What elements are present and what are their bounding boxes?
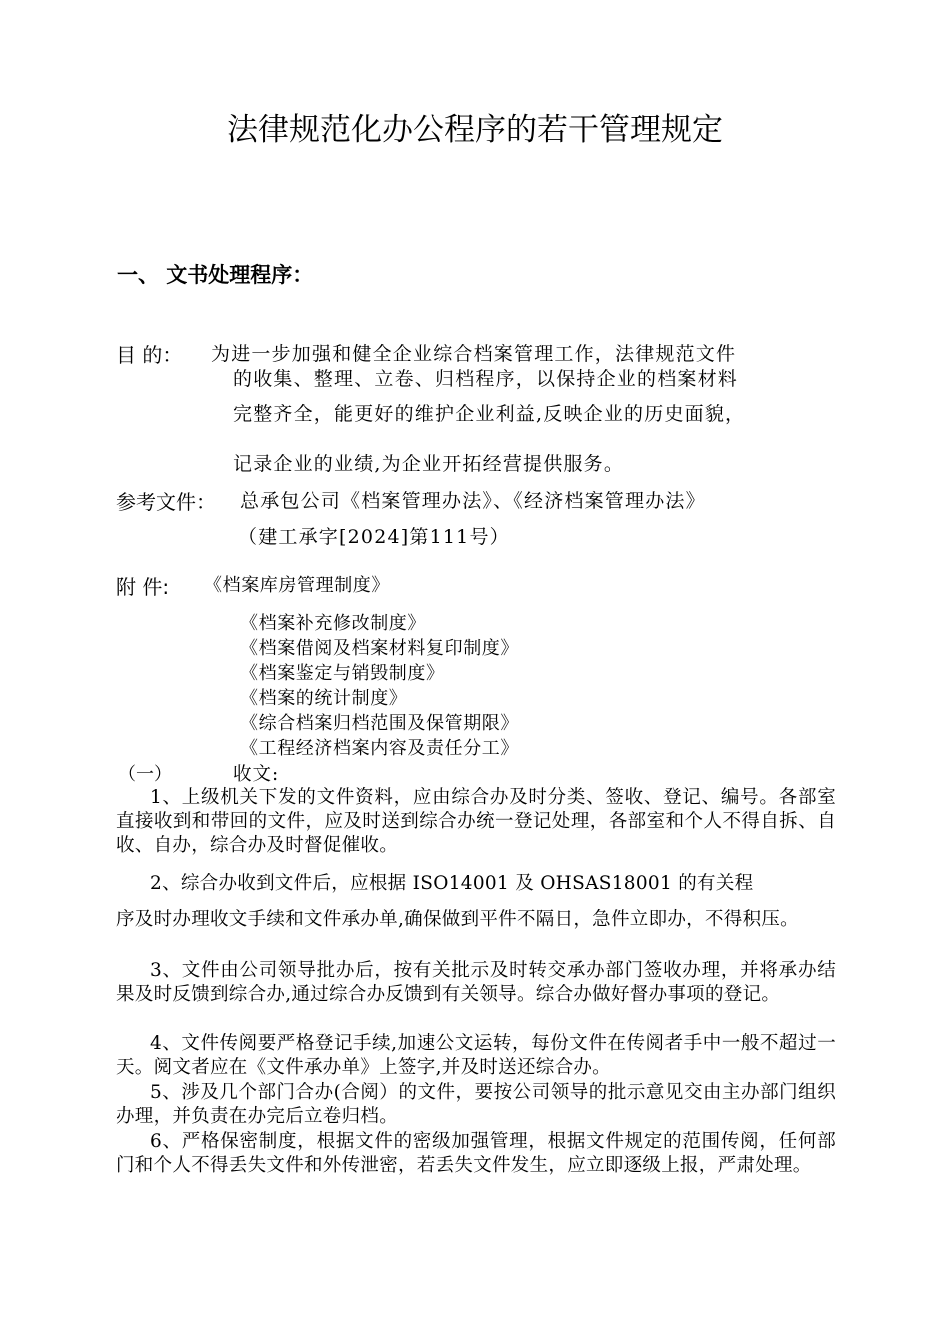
purpose-label: 目 的： [116, 343, 183, 367]
purpose-line-4: 记录企业的业绩,为企业开拓经营提供服务。 [233, 453, 625, 475]
reference-line-1: 总承包公司《档案管理办法》、《经济档案管理办法》 [240, 490, 706, 512]
document-title: 法律规范化办公程序的若干管理规定 [227, 112, 723, 148]
paragraph-2-cont: 序及时办理收文手续和文件承办单,确保做到平件不隔日，急件立即办，不得积压。 [116, 909, 799, 930]
paragraph-6: 6、严格保密制度，根据文件的密级加强管理，根据文件规定的范围传阅，任何部门和个人不得丢失文件和外传泄密，若丢失文件发生，应立即逐级上报，严肃处理。 [116, 1131, 836, 1176]
paragraph-5: 5、涉及几个部门合办(合阅）的文件，要按公司领导的批示意见交由主办部门组织办理，并负责在办完后立卷归档。 [116, 1082, 836, 1127]
attachments-label: 附 件: [116, 575, 170, 599]
attachment-item: 《档案借阅及档案材料复印制度》 [240, 638, 519, 659]
attachment-item: 《工程经济档案内容及责任分工》 [240, 738, 519, 759]
attachment-item: 《综合档案归档范围及保管期限》 [240, 713, 519, 734]
purpose-line-2: 的收集、整理、立卷、归档程序，以保持企业的档案材料 [233, 368, 739, 390]
paragraph-1: 1、上级机关下发的文件资料，应由综合办及时分类、签收、登记、编号。各部室直接收到和带回的文件，应及时送到综合办统一登记处理，各部室和个人不得自拆、自收、自办，综合办及时督促催收。 [116, 787, 836, 856]
attachment-item: 《档案补充修改制度》 [240, 613, 426, 634]
attachment-item: 《档案鉴定与销毁制度》 [240, 663, 445, 684]
paragraph-4: 4、文件传阅要严格登记手续,加速公文运转，每份文件在传阅者手中一般不超过一天。阅文者应在《文件承办单》上签字,并及时送还综合办。 [116, 1033, 836, 1078]
paragraph-2-line: 2、综合办收到文件后，应根据 ISO14001 及 OHSAS18001 的有关程 [150, 873, 754, 894]
subsection-number: （一） [118, 764, 172, 785]
reference-label: 参考文件： [116, 490, 216, 514]
section-heading: 一、 文书处理程序： [117, 263, 314, 287]
purpose-line-1: 为进一步加强和健全企业综合档案管理工作，法律规范文件 [211, 343, 737, 365]
reference-line-2: （建工承字[2024]第111号） [238, 526, 510, 548]
subsection-title: 收文: [233, 764, 280, 785]
paragraph-3: 3、文件由公司领导批办后，按有关批示及时转交承办部门签收办理，并将承办结果及时反馈到综合办,通过综合办反馈到有关领导。综合办做好督办事项的登记。 [116, 960, 836, 1005]
attachment-item: 《档案库房管理制度》 [204, 575, 390, 596]
attachment-item: 《档案的统计制度》 [240, 688, 408, 709]
purpose-line-3: 完整齐全，能更好的维护企业利益,反映企业的历史面貌， [233, 403, 746, 425]
